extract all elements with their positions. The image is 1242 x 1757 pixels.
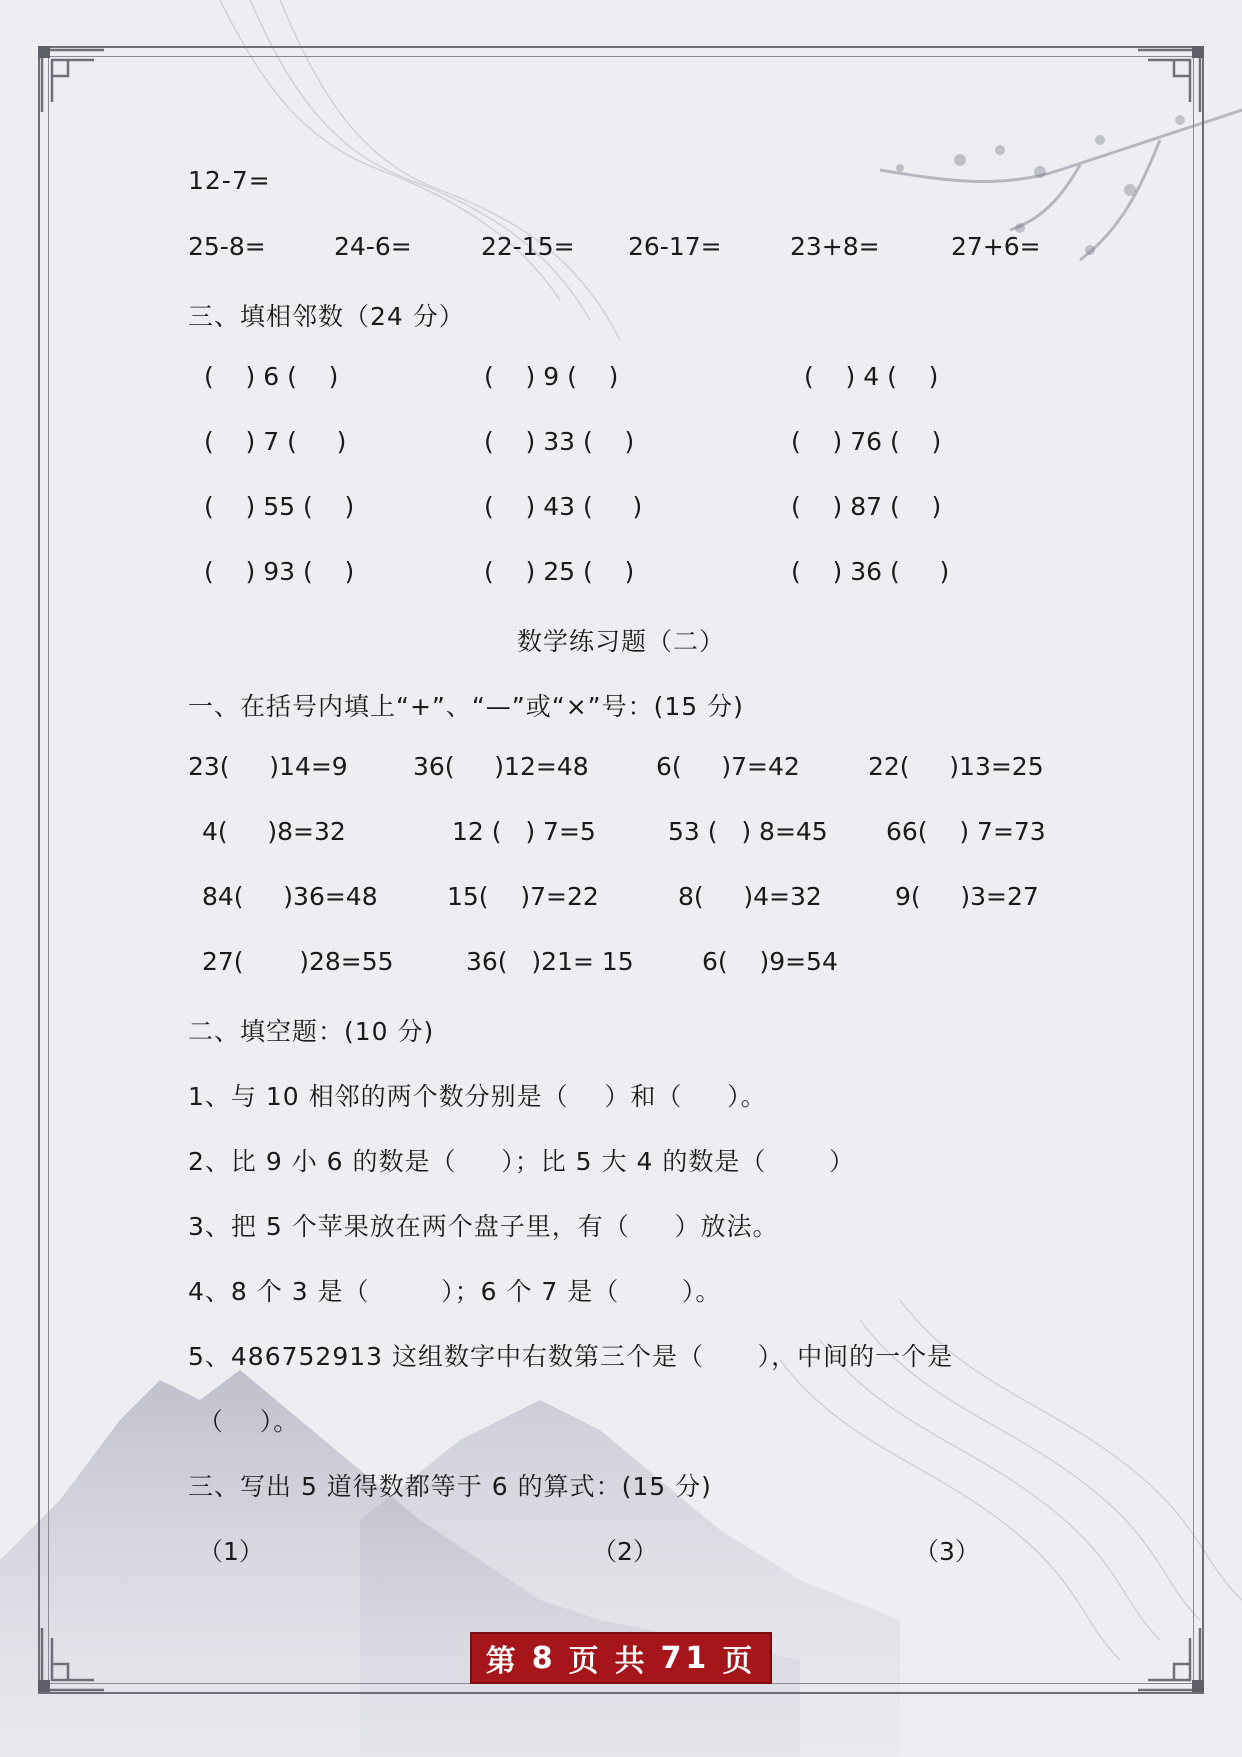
current-page: 8 bbox=[531, 1640, 557, 1676]
question-title: 一、在括号内填上“+”、“—”或“×”号：(15 分) bbox=[188, 692, 744, 721]
exercise-item: 23+8= bbox=[790, 232, 880, 261]
footer-word: 页 bbox=[568, 1644, 603, 1679]
neighbor-item: ( ) 9 ( ) bbox=[484, 362, 619, 391]
fill-blank-item: 4、8 个 3 是（ ）；6 个 7 是（ ）。 bbox=[188, 1277, 722, 1306]
operator-item: 27( )28=55 bbox=[202, 947, 394, 976]
neighbor-item: ( ) 7 ( ) bbox=[204, 427, 347, 456]
operator-item: 8( )4=32 bbox=[678, 882, 822, 911]
page-heading: 数学练习题（二） bbox=[516, 627, 725, 656]
exercise-line: 12-7= bbox=[188, 166, 271, 195]
corner-square bbox=[1192, 46, 1204, 58]
operator-item: 4( )8=32 bbox=[202, 817, 346, 846]
operator-item: 84( )36=48 bbox=[202, 882, 378, 911]
total-pages: 71 bbox=[660, 1640, 711, 1676]
answer-label: （3） bbox=[914, 1537, 980, 1566]
corner-square bbox=[38, 46, 50, 58]
question-title: 二、填空题：(10 分) bbox=[188, 1017, 435, 1046]
page-number-badge bbox=[470, 1632, 772, 1684]
neighbor-item: ( ) 25 ( ) bbox=[484, 557, 635, 586]
question-title: 三、写出 5 道得数都等于 6 的算式：(15 分) bbox=[188, 1472, 712, 1501]
neighbor-item: ( ) 43 ( ) bbox=[484, 492, 643, 521]
fill-blank-item: （ ）。 bbox=[198, 1407, 300, 1436]
operator-item: 22( )13=25 bbox=[868, 752, 1044, 781]
operator-item: 36( )21= 15 bbox=[466, 947, 634, 976]
operator-item: 23( )14=9 bbox=[188, 752, 348, 781]
exercise-item: 22-15= bbox=[481, 232, 575, 261]
corner-square bbox=[38, 1680, 50, 1692]
exercise-item: 25-8= bbox=[188, 232, 266, 261]
operator-item: 36( )12=48 bbox=[413, 752, 589, 781]
footer-word: 页 bbox=[722, 1644, 757, 1679]
neighbor-item: ( ) 4 ( ) bbox=[804, 362, 939, 391]
neighbor-item: ( ) 55 ( ) bbox=[204, 492, 355, 521]
answer-label: （1） bbox=[198, 1537, 264, 1566]
fill-blank-item: 1、与 10 相邻的两个数分别是（ ）和（ ）。 bbox=[188, 1082, 767, 1111]
operator-item: 53 ( ) 8=45 bbox=[668, 817, 828, 846]
exercise-item: 26-17= bbox=[628, 232, 722, 261]
fill-blank-item: 2、比 9 小 6 的数是（ ）；比 5 大 4 的数是（ ） bbox=[188, 1147, 855, 1176]
section-title: 三、填相邻数（24 分） bbox=[188, 302, 465, 331]
neighbor-item: ( ) 76 ( ) bbox=[791, 427, 942, 456]
operator-item: 6( )9=54 bbox=[702, 947, 838, 976]
neighbor-item: ( ) 87 ( ) bbox=[791, 492, 942, 521]
neighbor-item: ( ) 33 ( ) bbox=[484, 427, 635, 456]
operator-item: 9( )3=27 bbox=[895, 882, 1039, 911]
answer-label: （2） bbox=[592, 1537, 658, 1566]
footer-word: 第 bbox=[485, 1644, 520, 1679]
operator-item: 66( ) 7=73 bbox=[886, 817, 1046, 846]
neighbor-item: ( ) 36 ( ) bbox=[791, 557, 950, 586]
operator-item: 6( )7=42 bbox=[656, 752, 800, 781]
operator-item: 12 ( ) 7=5 bbox=[452, 817, 596, 846]
fill-blank-item: 5、486752913 这组数字中右数第三个是（ ），中间的一个是 bbox=[188, 1342, 954, 1371]
neighbor-item: ( ) 6 ( ) bbox=[204, 362, 339, 391]
exercise-item: 27+6= bbox=[951, 232, 1041, 261]
operator-item: 15( )7=22 bbox=[447, 882, 599, 911]
footer-word: 共 bbox=[614, 1644, 649, 1679]
fill-blank-item: 3、把 5 个苹果放在两个盘子里，有（ ）放法。 bbox=[188, 1212, 779, 1241]
neighbor-item: ( ) 93 ( ) bbox=[204, 557, 355, 586]
corner-square bbox=[1192, 1680, 1204, 1692]
exercise-item: 24-6= bbox=[334, 232, 412, 261]
